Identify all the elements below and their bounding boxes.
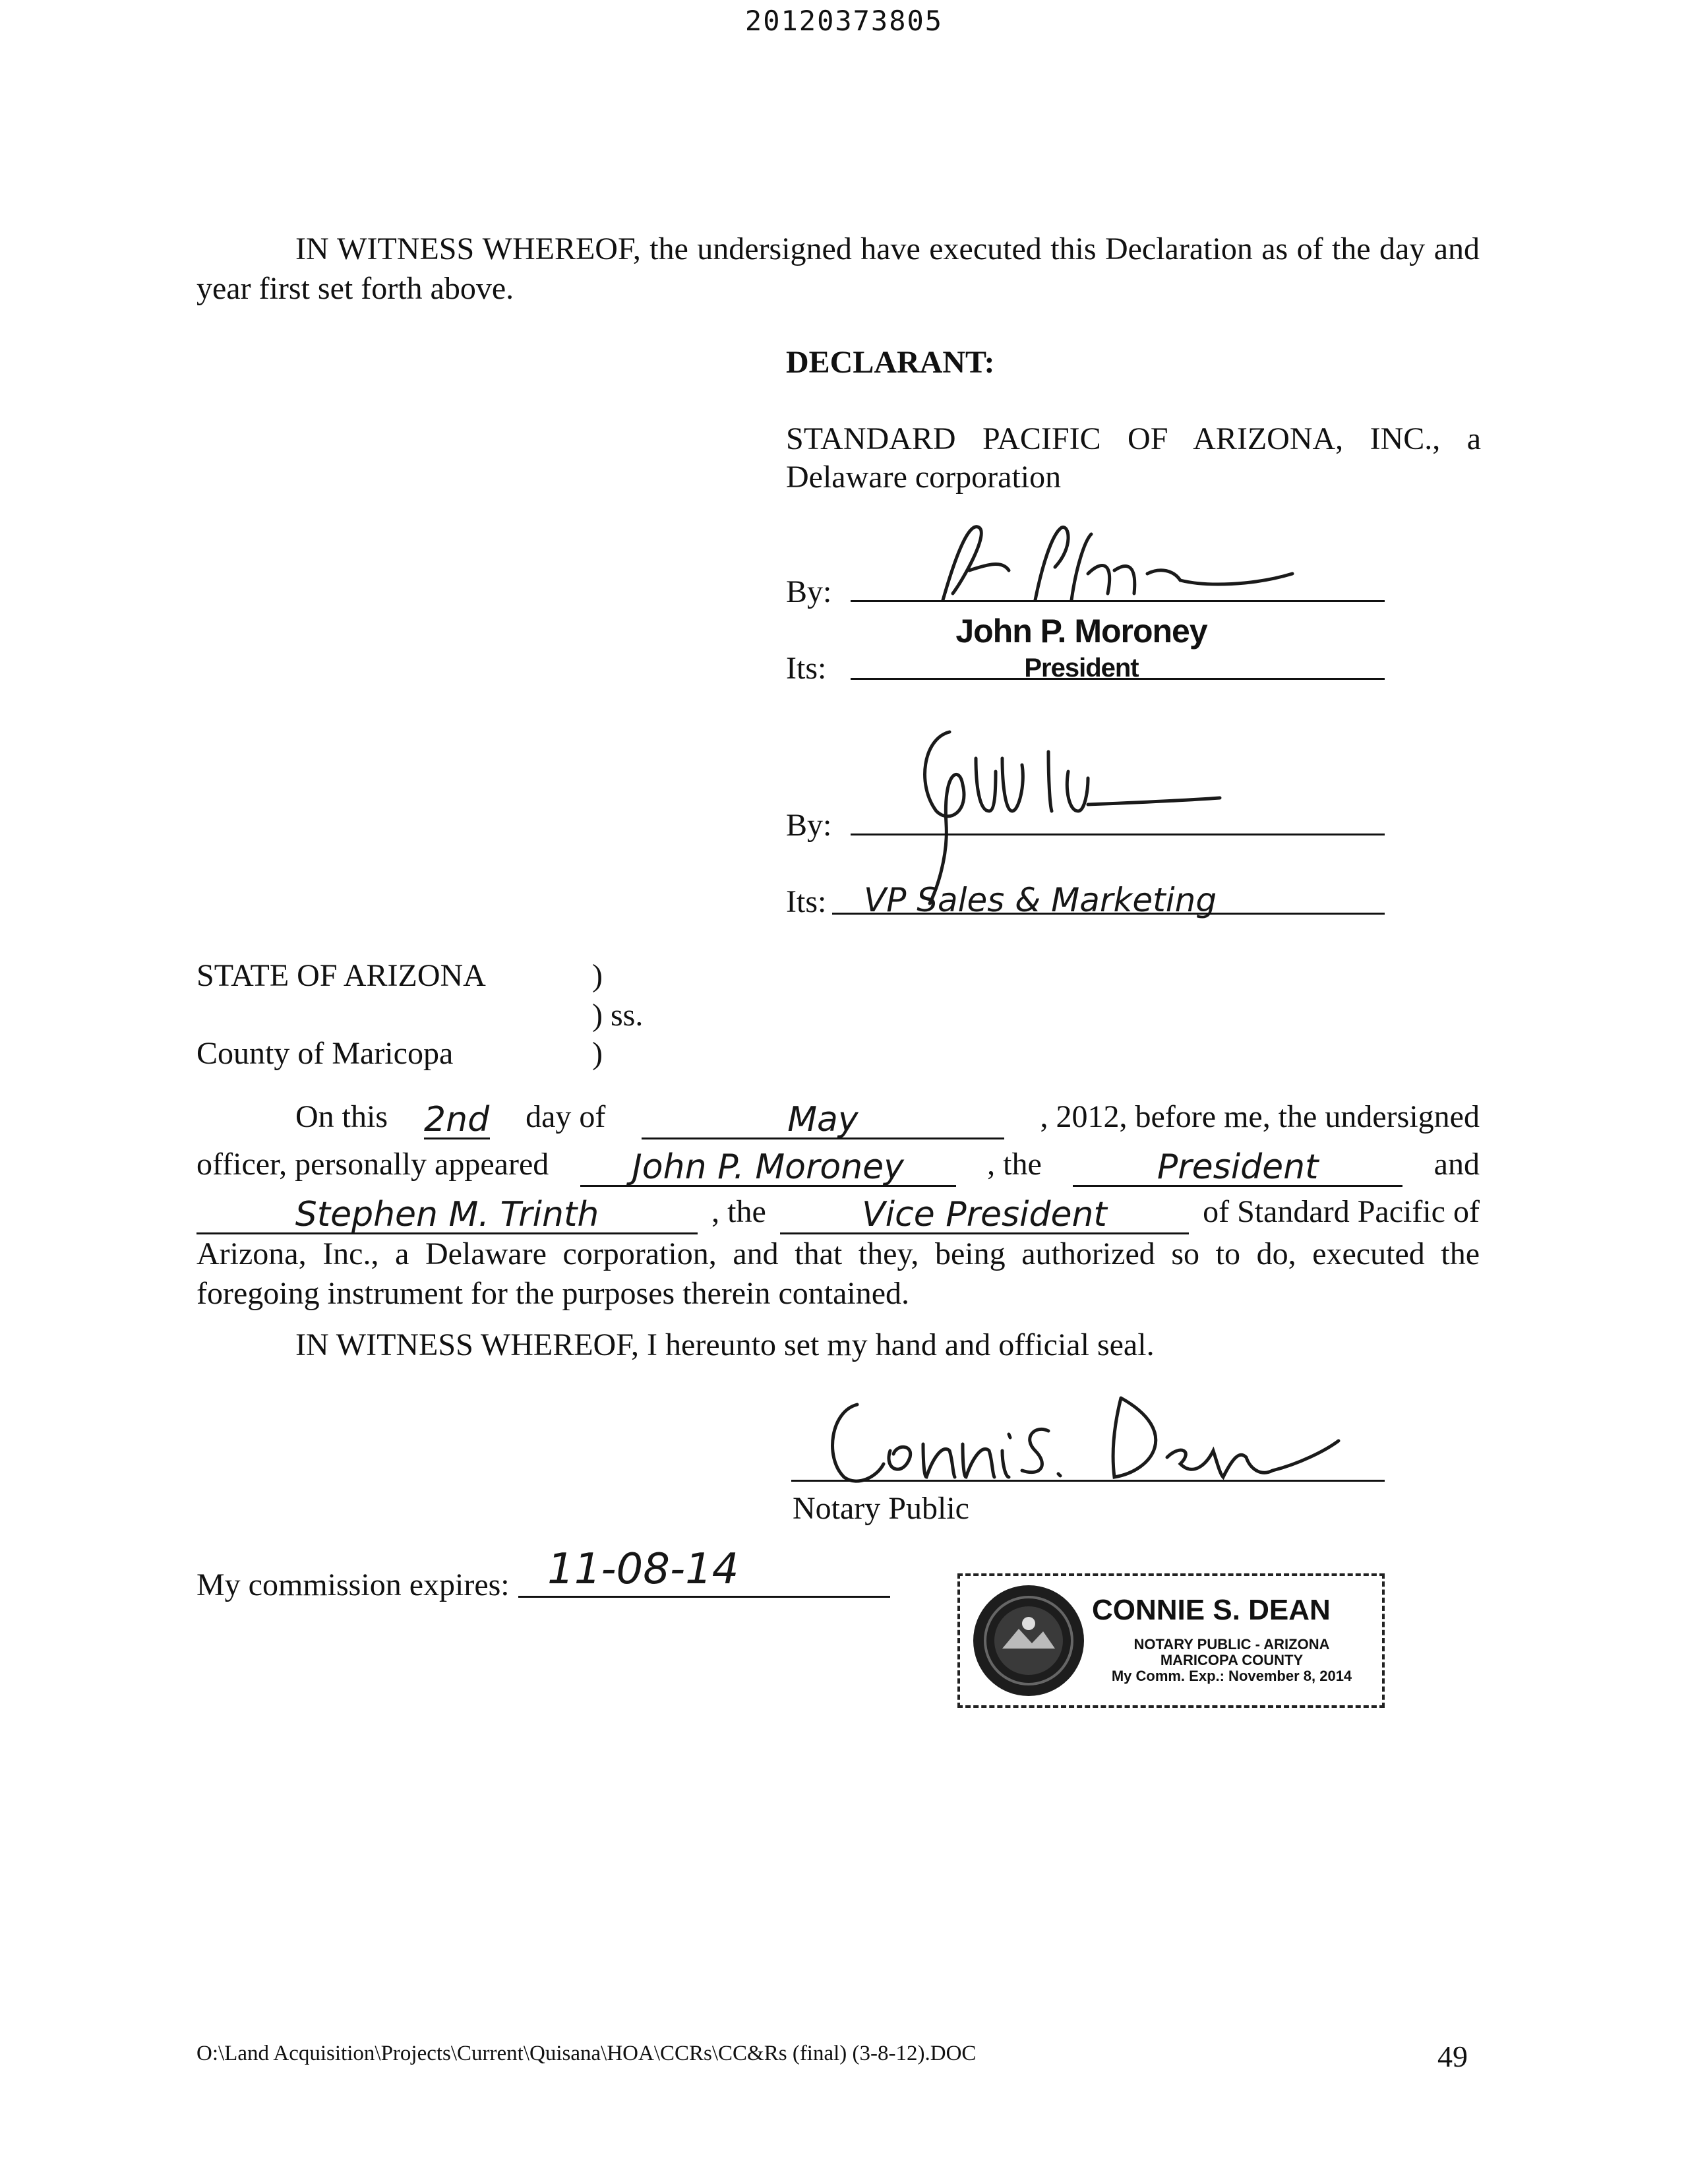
ack-year-text: , 2012, before me, the undersigned (1040, 1099, 1480, 1134)
its-label-1: Its: (786, 651, 827, 686)
person1-fill: John P. Moroney (632, 1147, 904, 1187)
signature-notary (811, 1378, 1352, 1490)
handwritten-officer-title: VP Sales & Marketing (864, 881, 1217, 919)
acknowledgment-paragraph (196, 1095, 1480, 1314)
signature-line-1 (851, 600, 1385, 602)
ack-rest: Arizona, Inc., a Delaware corporation, and that they, being authorized so to do, executed the foregoing instrument for the purposes therein contained. (196, 1236, 1480, 1311)
arizona-state-seal-icon (969, 1583, 1088, 1699)
ack-and: and (1433, 1147, 1480, 1182)
document-number: 20120373805 (744, 5, 944, 37)
ack-the-1: , the (987, 1147, 1042, 1182)
by-label-1: By: (786, 574, 832, 609)
ack-on-this: On this (295, 1099, 388, 1134)
ack-of-company: of Standard Pacific of (1203, 1194, 1480, 1229)
declarant-heading: DECLARANT: (786, 345, 995, 380)
seal-line-3: My Comm. Exp.: November 8, 2014 (1111, 1668, 1352, 1685)
notary-seal-stamp (957, 1573, 1385, 1708)
commission-date-fill: 11-08-14 (547, 1545, 739, 1594)
company-type-line: Delaware corporation (786, 460, 1062, 495)
venue-state: STATE OF ARIZONA (196, 958, 486, 993)
its-line-1 (851, 678, 1385, 680)
ack-day-of: day of (526, 1099, 606, 1134)
seal-name: CONNIE S. DEAN (1092, 1594, 1331, 1626)
seal-line-1: NOTARY PUBLIC - ARIZONA (1133, 1636, 1330, 1653)
title1-fill: President (1157, 1147, 1319, 1187)
signer-title-stamp: President (1024, 653, 1139, 682)
by-label-2: By: (786, 808, 832, 843)
signature-line-2 (851, 834, 1385, 835)
notary-signature-line (791, 1480, 1385, 1482)
page-number: 49 (1437, 2040, 1468, 2073)
ack-officer-text: officer, personally appeared (196, 1147, 549, 1182)
commission-label: My commission expires: (196, 1567, 510, 1602)
venue-county: County of Maricopa (196, 1036, 454, 1071)
ack-the-2: , the (711, 1194, 766, 1229)
signature-moroney (897, 508, 1319, 607)
venue-ss: ) ss. (592, 998, 644, 1033)
month-fill: May (787, 1100, 859, 1139)
seal-line-2: MARICOPA COUNTY (1160, 1652, 1304, 1669)
person2-fill: Stephen M. Trinth (295, 1195, 599, 1234)
company-name-line: STANDARD PACIFIC OF ARIZONA, INC., a (786, 421, 1481, 456)
venue-paren-1: ) (592, 958, 603, 993)
its-line-2 (832, 913, 1385, 915)
footer-file-path: O:\Land Acquisition\Projects\Current\Quisana\HOA\CCRs\CC&Rs (final) (3-8-12).DOC (196, 2042, 977, 2065)
commission-line (518, 1596, 890, 1598)
venue-paren-3: ) (592, 1036, 603, 1071)
day-fill: 2nd (424, 1100, 490, 1139)
notary-public-label: Notary Public (793, 1491, 969, 1526)
title2-fill: Vice President (862, 1195, 1107, 1234)
its-label-2: Its: (786, 884, 827, 919)
signer-name-stamp: John P. Moroney (955, 613, 1207, 650)
witness-intro-paragraph: IN WITNESS WHEREOF, the undersigned have executed this Declaration as of the day and year first set forth above. (196, 231, 1480, 306)
witness-closing: IN WITNESS WHEREOF, I hereunto set my hand and official seal. (295, 1327, 1155, 1362)
